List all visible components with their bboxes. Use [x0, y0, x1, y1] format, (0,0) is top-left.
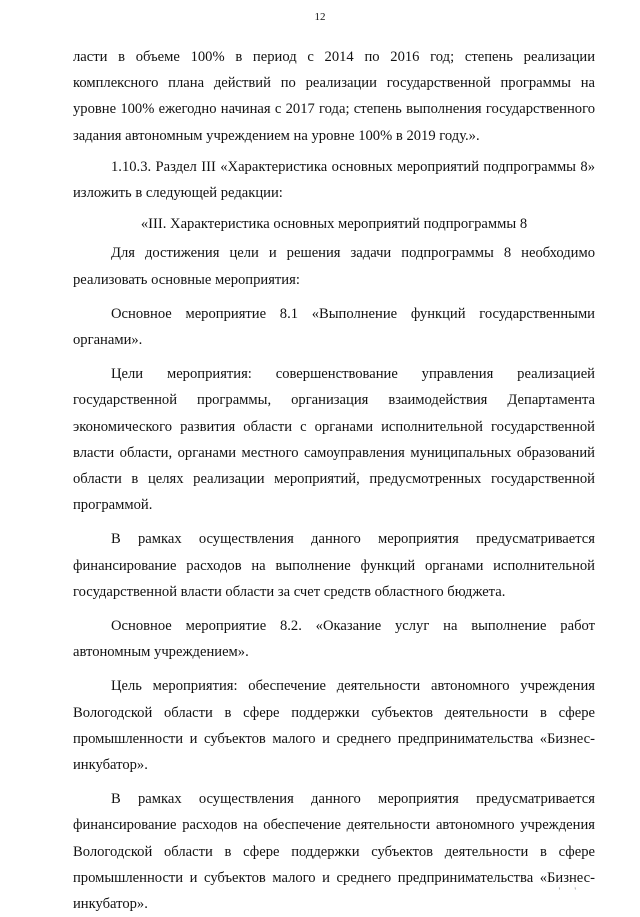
- paragraph-amendment: 1.10.3. Раздел III «Характеристика основных мероприятий подпрограммы 8» изложить в следующей редакции:: [73, 158, 595, 202]
- paragraph-measure-8-2: Основное мероприятие 8.2. «Оказание услуг на выполнение работ автономным учреждением».: [73, 618, 595, 661]
- paragraph-intro: Для достижения цели и решения задачи подпрограммы 8 необходимо реализовать основные мероприятия:: [73, 245, 595, 288]
- document-body: [73, 44, 595, 917]
- paragraph-funding-8-1: В рамках осуществления данного мероприятия предусматривается финансирование расходов на выполнение функций органами исполнительной государственной власти области за счет средств областного бюджета.: [73, 531, 595, 600]
- paragraph-goals-8-1: Цели мероприятия: совершенствование управления реализацией государственной программы, организация взаимодействия Департамента экономического развития области с органами исполнительной государственной власти области, органами местного самоуправления муниципальных образований области в целях реализации мероприятий, предусмотренных государственной программой.: [73, 366, 595, 514]
- paragraph-funding-8-2: В рамках осуществления данного мероприятия предусматривается финансирование расходов на обеспечение деятельности автономного учреждения Вологодской области в сфере поддержки субъектов деятельности в сфере промышленности и субъектов малого и среднего предпринимательства «Бизнес-инкубатор».: [73, 791, 595, 913]
- scan-corner-mark: ' ': [558, 886, 582, 896]
- section-heading: «III. Характеристика основных мероприятий подпрограммы 8: [140, 216, 528, 233]
- paragraph-measure-8-1: Основное мероприятие 8.1 «Выполнение функций государственными органами».: [73, 305, 595, 349]
- page-number: 12: [314, 11, 326, 23]
- paragraph-continuation: ласти в объеме 100% в период с 2014 по 2016 год; степень реализации комплексного плана действий по реализации государственной программы на уровне 100% ежегодно начиная с 2017 года; степень выполнения государственного задания автономным учреждением на уровне 100% в 2019 году.».: [73, 49, 595, 144]
- paragraph-goal-8-2: Цель мероприятия: обеспечение деятельности автономного учреждения Вологодской области в сфере поддержки субъектов деятельности в сфере промышленности и субъектов малого и среднего предпринимательства «Бизнес-инкубатор».: [73, 678, 595, 774]
